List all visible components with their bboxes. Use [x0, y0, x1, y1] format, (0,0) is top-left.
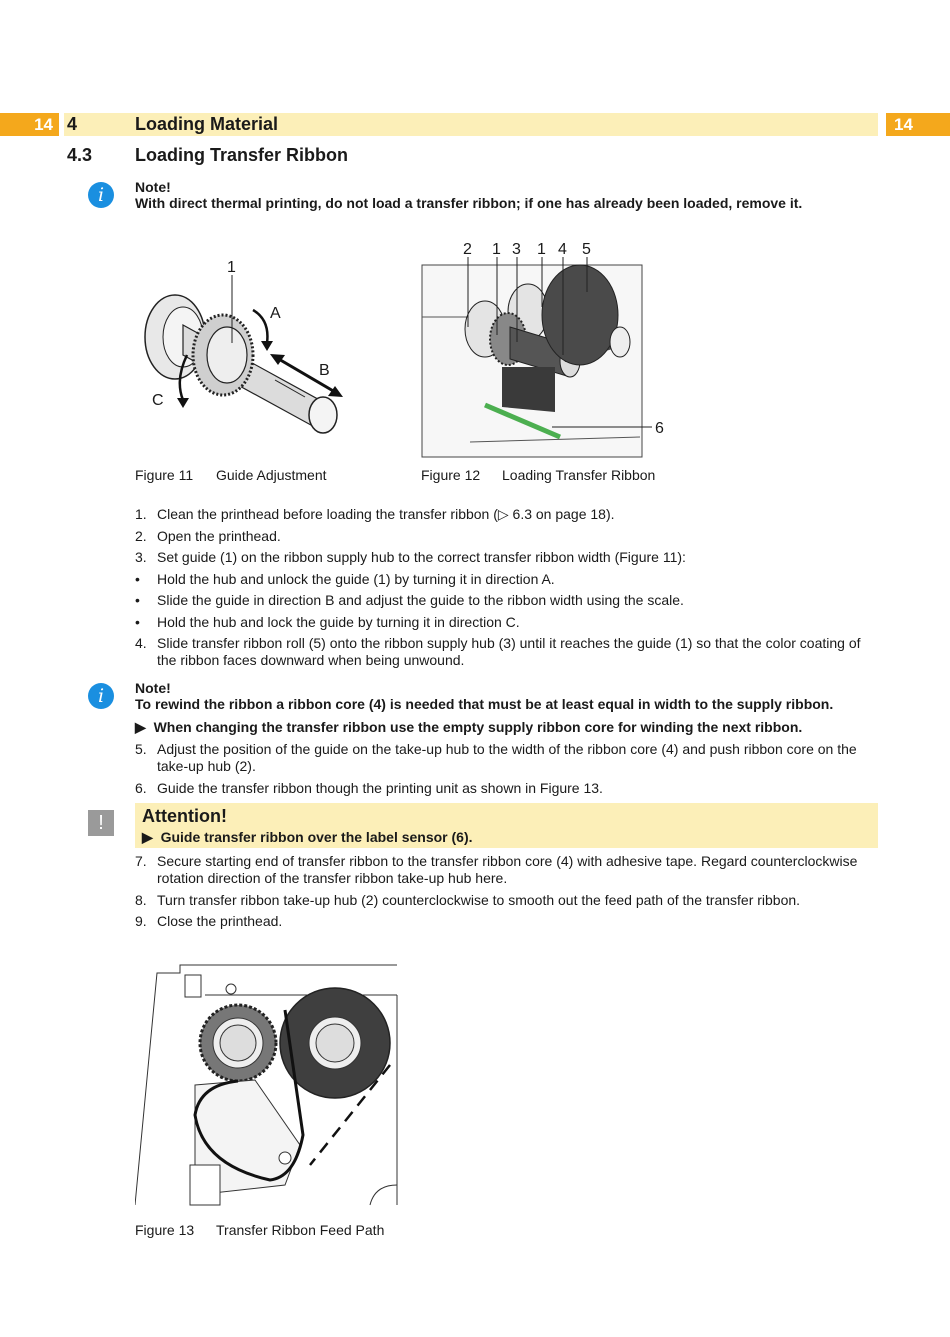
fig12-callout-1a: 1	[492, 241, 501, 258]
chapter-number: 4	[67, 114, 78, 134]
fig12-callout-6: 6	[655, 420, 664, 437]
figure-13-label: Figure 13	[135, 1222, 195, 1238]
note-body: With direct thermal printing, do not load a transfer ribbon; if one has already been loaded, remove it.	[135, 195, 803, 211]
figure-13-illustration	[135, 955, 400, 1207]
steps-list-b	[135, 741, 880, 801]
note-1	[135, 179, 895, 211]
list-item: 5. Adjust the position of the guide on the take-up hub to the width of the ribbon core (4) and push ribbon core on the take-up hub (2).	[135, 741, 857, 774]
list-item: • Hold the hub and lock the guide by turning it in direction C.	[135, 613, 520, 630]
triangle-right-icon: ▶	[142, 829, 153, 845]
figure-13-caption	[135, 1222, 384, 1238]
page-number-left: 14	[0, 113, 59, 136]
fig12-callout-3: 3	[512, 241, 521, 258]
list-item: 9. Close the printhead.	[135, 913, 283, 929]
attention-heading: Attention!	[142, 806, 227, 826]
steps-list-a	[135, 506, 880, 674]
page-number-right: 14	[886, 113, 950, 136]
list-item: 4. Slide transfer ribbon roll (5) onto the ribbon supply hub (3) until it reaches the guide (1) so that the color coating of the ribbon faces downward when being unwound.	[135, 635, 861, 668]
figure-11-caption	[135, 467, 327, 483]
figure-12-label: Figure 12	[421, 467, 481, 483]
chapter-title: Loading Material	[135, 114, 279, 134]
info-icon: i	[88, 182, 114, 208]
figure-12-caption	[421, 467, 655, 483]
fig11-callout-a: A	[270, 305, 281, 322]
note-heading: Note!	[135, 680, 171, 696]
note-body: To rewind the ribbon a ribbon core (4) is needed that must be at least equal in width to the supply ribbon.	[135, 696, 834, 712]
list-item: 6. Guide the transfer ribbon though the printing unit as shown in Figure 13.	[135, 779, 603, 796]
list-item: 2. Open the printhead.	[135, 527, 281, 544]
fig11-callout-c: C	[152, 392, 164, 409]
attention-action: ▶ Guide transfer ribbon over the label sensor (6).	[142, 829, 473, 845]
list-item: • Hold the hub and unlock the guide (1) by turning it in direction A.	[135, 570, 555, 587]
triangle-right-icon: ▶	[135, 719, 146, 735]
section-number: 4.3	[67, 145, 93, 165]
fig11-callout-1: 1	[227, 259, 236, 276]
figure-11-label: Figure 11	[135, 467, 194, 483]
fig12-callout-5: 5	[582, 241, 591, 258]
figure-12-title: Loading Transfer Ribbon	[502, 467, 656, 483]
list-item: 1. Clean the printhead before loading the transfer ribbon (▷ 6.3 on page 18).	[135, 506, 615, 522]
figure-13-title: Transfer Ribbon Feed Path	[216, 1222, 385, 1238]
note-2-action: ▶ When changing the transfer ribbon use the empty supply ribbon core for winding the next ribbon.	[135, 719, 803, 735]
list-item: 3. Set guide (1) on the ribbon supply hub to the correct transfer ribbon width (Figure 11):	[135, 549, 686, 565]
figure-12-illustration	[420, 237, 670, 459]
list-item: • Slide the guide in direction B and adjust the guide to the ribbon width using the scale.	[135, 592, 684, 608]
figure-11-illustration	[135, 255, 355, 445]
fig12-callout-1b: 1	[537, 241, 546, 258]
note-heading: Note!	[135, 179, 171, 195]
fig12-callout-4: 4	[558, 241, 567, 258]
info-icon: i	[88, 683, 114, 709]
figure-11-title: Guide Adjustment	[216, 467, 327, 483]
fig12-callout-2: 2	[463, 241, 472, 258]
fig11-callout-b: B	[319, 362, 330, 379]
steps-list-c	[135, 853, 880, 935]
attention-box	[135, 803, 878, 848]
note-2	[135, 680, 895, 712]
list-item: 7. Secure starting end of transfer ribbon to the transfer ribbon core (4) with adhesive tape. Regard counterclockwise rotation direction of the transfer ribbon take-up hub here.	[135, 853, 858, 886]
exclamation-icon: !	[88, 810, 114, 836]
list-item: 8. Turn transfer ribbon take-up hub (2) counterclockwise to smooth out the feed path of the transfer ribbon.	[135, 891, 801, 908]
section-title: Loading Transfer Ribbon	[135, 145, 349, 165]
